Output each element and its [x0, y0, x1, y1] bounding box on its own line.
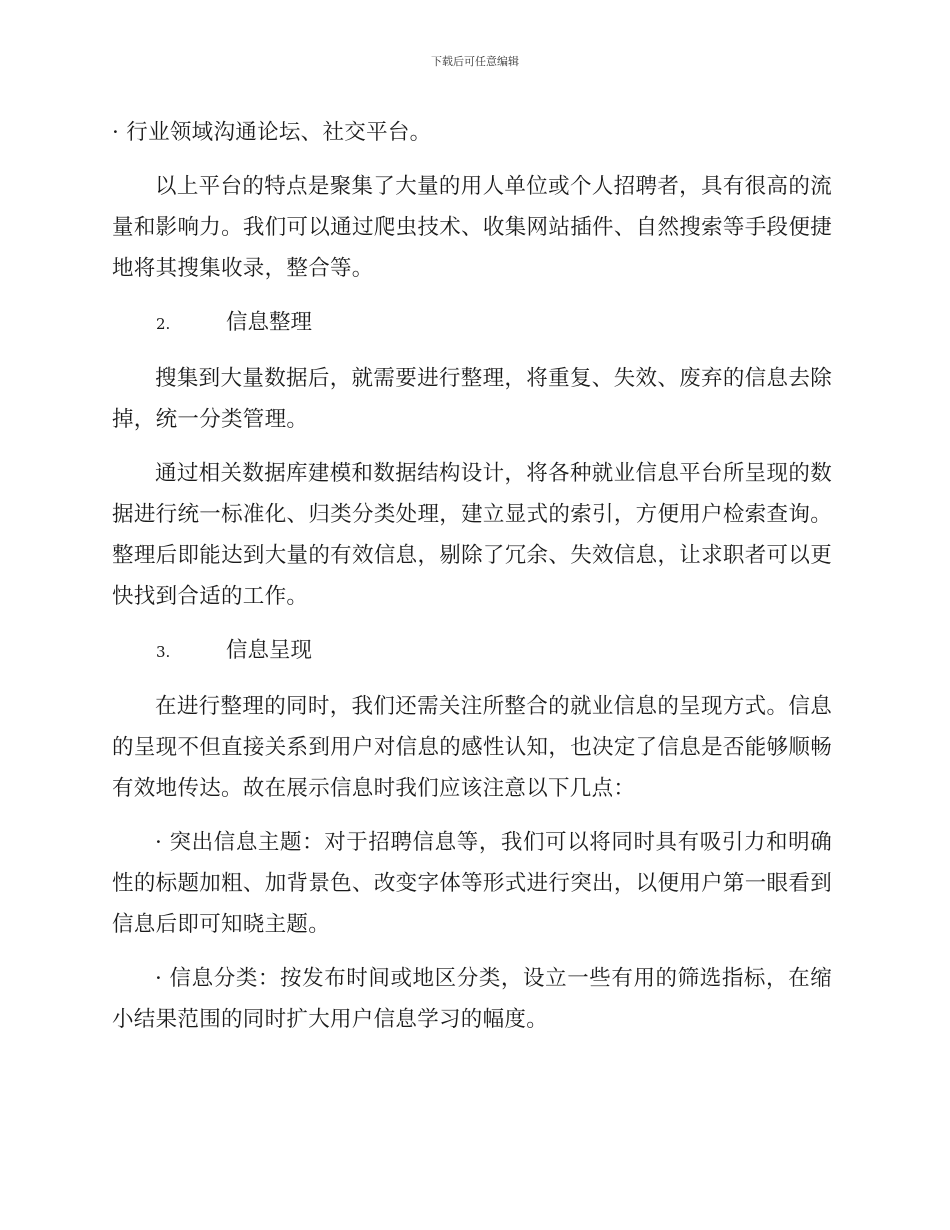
section-number: 2. — [156, 315, 171, 333]
bullet-paragraph-forums: · 行业领域沟通论坛、社交平台。 — [112, 120, 432, 145]
section-title: 信息整理 — [226, 310, 313, 335]
section-title: 信息呈现 — [226, 638, 313, 663]
paragraph-platform-features: 以上平台的特点是聚集了大量的用人单位或个人招聘者，具有很高的流量和影响力。我们可以通过爬虫技术、收集网站插件、自然搜索等手段便捷地将其搜集收录，整合等。 — [112, 174, 832, 281]
paragraph-data-cleanup: 搜集到大量数据后，就需要进行整理，将重复、失效、废弃的信息去除掉，统一分类管理。 — [112, 366, 832, 432]
section-number: 3. — [156, 643, 171, 661]
section-heading-3 — [112, 630, 832, 673]
paragraph-data-modeling: 通过相关数据库建模和数据结构设计，将各种就业信息平台所呈现的数据进行统一标准化、归类分类处理，建立显式的索引，方便用户检索查询。整理后即能达到大量的有效信息，剔除了冗余、失效信息，让求职者可以更快找到合适的工作。 — [112, 461, 832, 609]
page-header: 下载后可任意编辑 — [431, 55, 519, 68]
section-heading-2 — [112, 302, 832, 345]
bullet-paragraph-highlight-topic: · 突出信息主题：对于招聘信息等，我们可以将同时具有吸引力和明确性的标题加粗、加背景色、改变字体等形式进行突出，以便用户第一眼看到信息后即可知晓主题。 — [112, 830, 832, 937]
paragraph-presentation: 在进行整理的同时，我们还需关注所整合的就业信息的呈现方式。信息的呈现不但直接关系到用户对信息的感性认知，也决定了信息是否能够顺畅有效地传达。故在展示信息时我们应该注意以下几点： — [112, 694, 832, 801]
document-body — [112, 112, 832, 1053]
bullet-paragraph-categorize: · 信息分类：按发布时间或地区分类，设立一些有用的筛选指标，在缩小结果范围的同时扩大用户信息学习的幅度。 — [112, 966, 832, 1032]
